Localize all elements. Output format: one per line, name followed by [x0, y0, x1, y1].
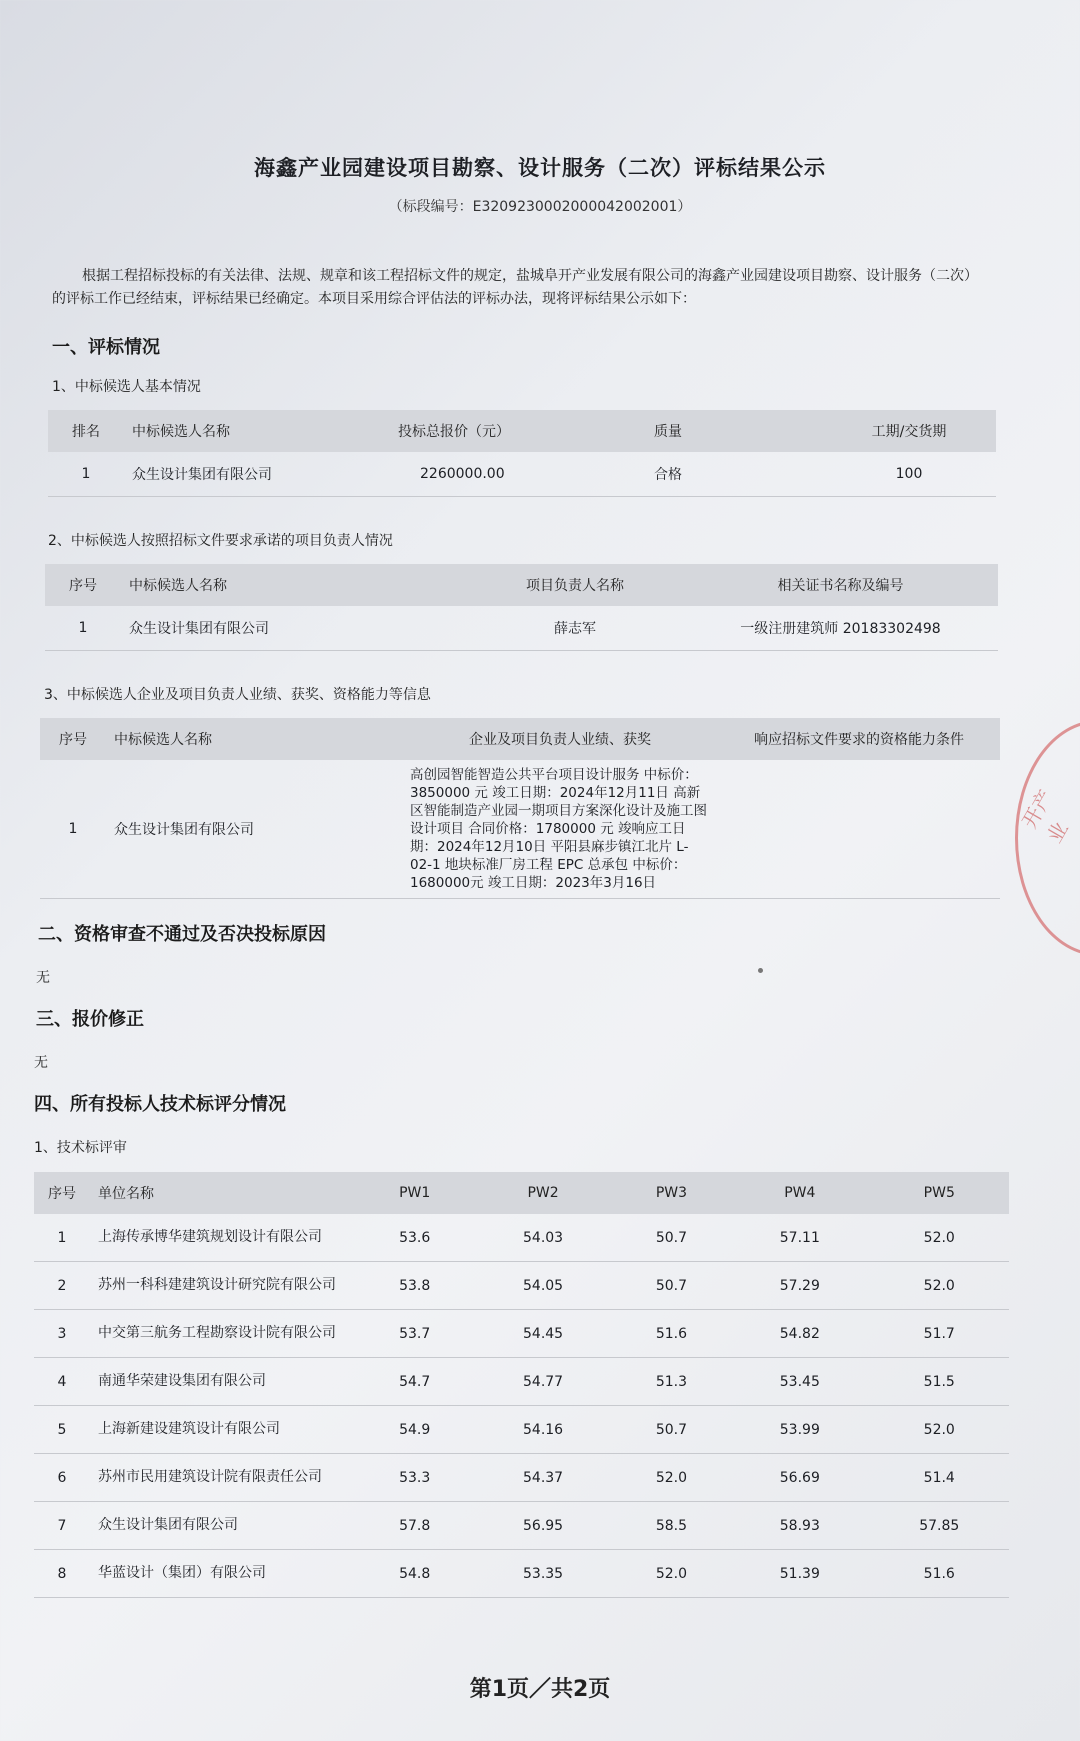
document-subtitle: （标段编号：E3209230002000042002001） [388, 199, 692, 215]
score-cell: 57.29 [730, 1262, 869, 1310]
section1-sub2-heading: 2、中标候选人按照招标文件要求承诺的项目负责人情况 [48, 533, 393, 549]
score-cell: 54.03 [473, 1214, 612, 1262]
unit-name: 苏州一科科建建筑设计研究院有限公司 [90, 1262, 356, 1310]
score-cell: 52.0 [613, 1550, 730, 1598]
score-cell: 51.39 [730, 1550, 869, 1598]
unit-name: 上海新建设建筑设计有限公司 [90, 1406, 356, 1454]
unit-name: 众生设计集团有限公司 [90, 1502, 356, 1550]
intro-paragraph: 根据工程招标投标的有关法律、法规、规章和该工程招标文件的规定，盐城阜开产业发展有限公司的海鑫产业园建设项目勘察、设计服务（二次）的评标工作已经结束，评标结果已经确定。本项目采用综合评估法的评标办法，现将评标结果公示如下： [52, 268, 978, 307]
table-row: 1 众生设计集团有限公司 高创园智能智造公共平台项目设计服务 中标价：3850000 元 竣工日期：2024年12月11日 高新区智能制造产业园一期项目方案深化设计及施工图设计项目 合同价格：1780000 元 竣响应工日期：2024年12月10日 平阳县麻步镇江北片 L-02-1 地块标准厂房工程 EPC 总承包 中标价：1680000元 竣工日期：2023年3月16日 [40, 760, 1000, 899]
table-header-row: 序号 中标候选人名称 项目负责人名称 相关证书名称及编号 [45, 564, 998, 606]
score-cell: 56.95 [473, 1502, 612, 1550]
score-cell: 53.45 [730, 1358, 869, 1406]
score-cell: 54.37 [473, 1454, 612, 1502]
score-cell: 58.93 [730, 1502, 869, 1550]
section4-heading: 四、所有投标人技术标评分情况 [34, 1094, 286, 1115]
col-rank: 排名 [48, 410, 124, 452]
table-row [34, 1406, 1009, 1454]
score-cell: 53.8 [356, 1262, 473, 1310]
table-header-row: 序号 中标候选人名称 企业及项目负责人业绩、获奖 响应招标文件要求的资格能力条件 [40, 718, 1000, 760]
score-cell: 54.45 [473, 1310, 612, 1358]
score-cell: 54.77 [473, 1358, 612, 1406]
unit-name: 华蓝设计（集团）有限公司 [90, 1550, 356, 1598]
col-price: 投标总报价（元） [390, 410, 646, 452]
speck [758, 968, 763, 973]
score-cell: 54.8 [356, 1550, 473, 1598]
table-row: 1 众生设计集团有限公司 薛志军 一级注册建筑师 20183302498 [45, 606, 998, 651]
unit-name: 上海传承博华建筑规划设计有限公司 [90, 1214, 356, 1262]
row-index: 2 [34, 1262, 90, 1310]
document-title: 海鑫产业园建设项目勘察、设计服务（二次）评标结果公示 [254, 156, 826, 180]
row-index: 3 [34, 1310, 90, 1358]
score-cell: 52.0 [870, 1406, 1009, 1454]
score-cell: 57.85 [870, 1502, 1009, 1550]
score-cell: 50.7 [613, 1262, 730, 1310]
page-number: 第1页／共2页 [469, 1677, 611, 1702]
section2-heading: 二、资格审查不通过及否决投标原因 [38, 924, 326, 945]
score-cell: 51.3 [613, 1358, 730, 1406]
row-index: 4 [34, 1358, 90, 1406]
score-cell: 50.7 [613, 1214, 730, 1262]
unit-name: 南通华荣建设集团有限公司 [90, 1358, 356, 1406]
row-index: 7 [34, 1502, 90, 1550]
score-cell: 52.0 [870, 1262, 1009, 1310]
candidate-basic-table [48, 410, 996, 497]
table-header-row: 序号 单位名称 PW1 PW2 PW3 PW4 PW5 [34, 1172, 1009, 1214]
row-index: 1 [34, 1214, 90, 1262]
score-cell: 57.8 [356, 1502, 473, 1550]
tech-score-body [34, 1214, 1009, 1598]
table-row [34, 1550, 1009, 1598]
score-cell: 53.35 [473, 1550, 612, 1598]
score-cell: 57.11 [730, 1214, 869, 1262]
table-header-row [48, 410, 996, 452]
section4-sub1-heading: 1、技术标评审 [34, 1140, 127, 1156]
score-cell: 54.7 [356, 1358, 473, 1406]
seal-text: 开产业 [1017, 785, 1073, 847]
score-cell: 54.9 [356, 1406, 473, 1454]
score-cell: 58.5 [613, 1502, 730, 1550]
col-period: 工期/交货期 [822, 410, 996, 452]
section1-sub1-heading: 1、中标候选人基本情况 [52, 379, 201, 395]
section3-content: 无 [34, 1055, 48, 1071]
row-index: 6 [34, 1454, 90, 1502]
unit-name: 苏州市民用建筑设计院有限责任公司 [90, 1454, 356, 1502]
score-cell: 54.05 [473, 1262, 612, 1310]
performance-details: 高创园智能智造公共平台项目设计服务 中标价：3850000 元 竣工日期：2024年12月11日 高新区智能制造产业园一期项目方案深化设计及施工图设计项目 合同价格：1780000 元 竣响应工日期：2024年12月10日 平阳县麻步镇江北片 L-02-1 地块标准厂房工程 EPC 总承包 中标价：1680000元 竣工日期：2023年3月16日 [402, 760, 718, 899]
table-row [34, 1502, 1009, 1550]
score-cell: 56.69 [730, 1454, 869, 1502]
score-cell: 53.99 [730, 1406, 869, 1454]
project-leader-table [45, 564, 998, 651]
score-cell: 51.6 [870, 1550, 1009, 1598]
score-cell: 52.0 [613, 1454, 730, 1502]
table-row [34, 1310, 1009, 1358]
section3-heading: 三、报价修正 [36, 1009, 144, 1030]
score-cell: 53.7 [356, 1310, 473, 1358]
section1-sub3-heading: 3、中标候选人企业及项目负责人业绩、获奖、资格能力等信息 [44, 687, 431, 703]
score-cell: 51.5 [870, 1358, 1009, 1406]
score-cell: 51.4 [870, 1454, 1009, 1502]
row-index: 8 [34, 1550, 90, 1598]
score-cell: 50.7 [613, 1406, 730, 1454]
tech-score-table [34, 1172, 1009, 1598]
table-row [34, 1454, 1009, 1502]
table-row: 1 众生设计集团有限公司 2260000.00 合格 100 [48, 452, 996, 497]
unit-name: 中交第三航务工程勘察设计院有限公司 [90, 1310, 356, 1358]
score-cell: 53.3 [356, 1454, 473, 1502]
score-cell: 53.6 [356, 1214, 473, 1262]
table-row [34, 1262, 1009, 1310]
table-row [34, 1214, 1009, 1262]
col-quality: 质量 [646, 410, 822, 452]
score-cell: 54.16 [473, 1406, 612, 1454]
score-cell: 51.7 [870, 1310, 1009, 1358]
row-index: 5 [34, 1406, 90, 1454]
score-cell: 51.6 [613, 1310, 730, 1358]
performance-table [40, 718, 1000, 899]
score-cell: 54.82 [730, 1310, 869, 1358]
table-row [34, 1358, 1009, 1406]
col-candidate: 中标候选人名称 [124, 410, 390, 452]
section1-heading: 一、评标情况 [52, 337, 160, 358]
score-cell: 52.0 [870, 1214, 1009, 1262]
section2-content: 无 [36, 970, 50, 986]
